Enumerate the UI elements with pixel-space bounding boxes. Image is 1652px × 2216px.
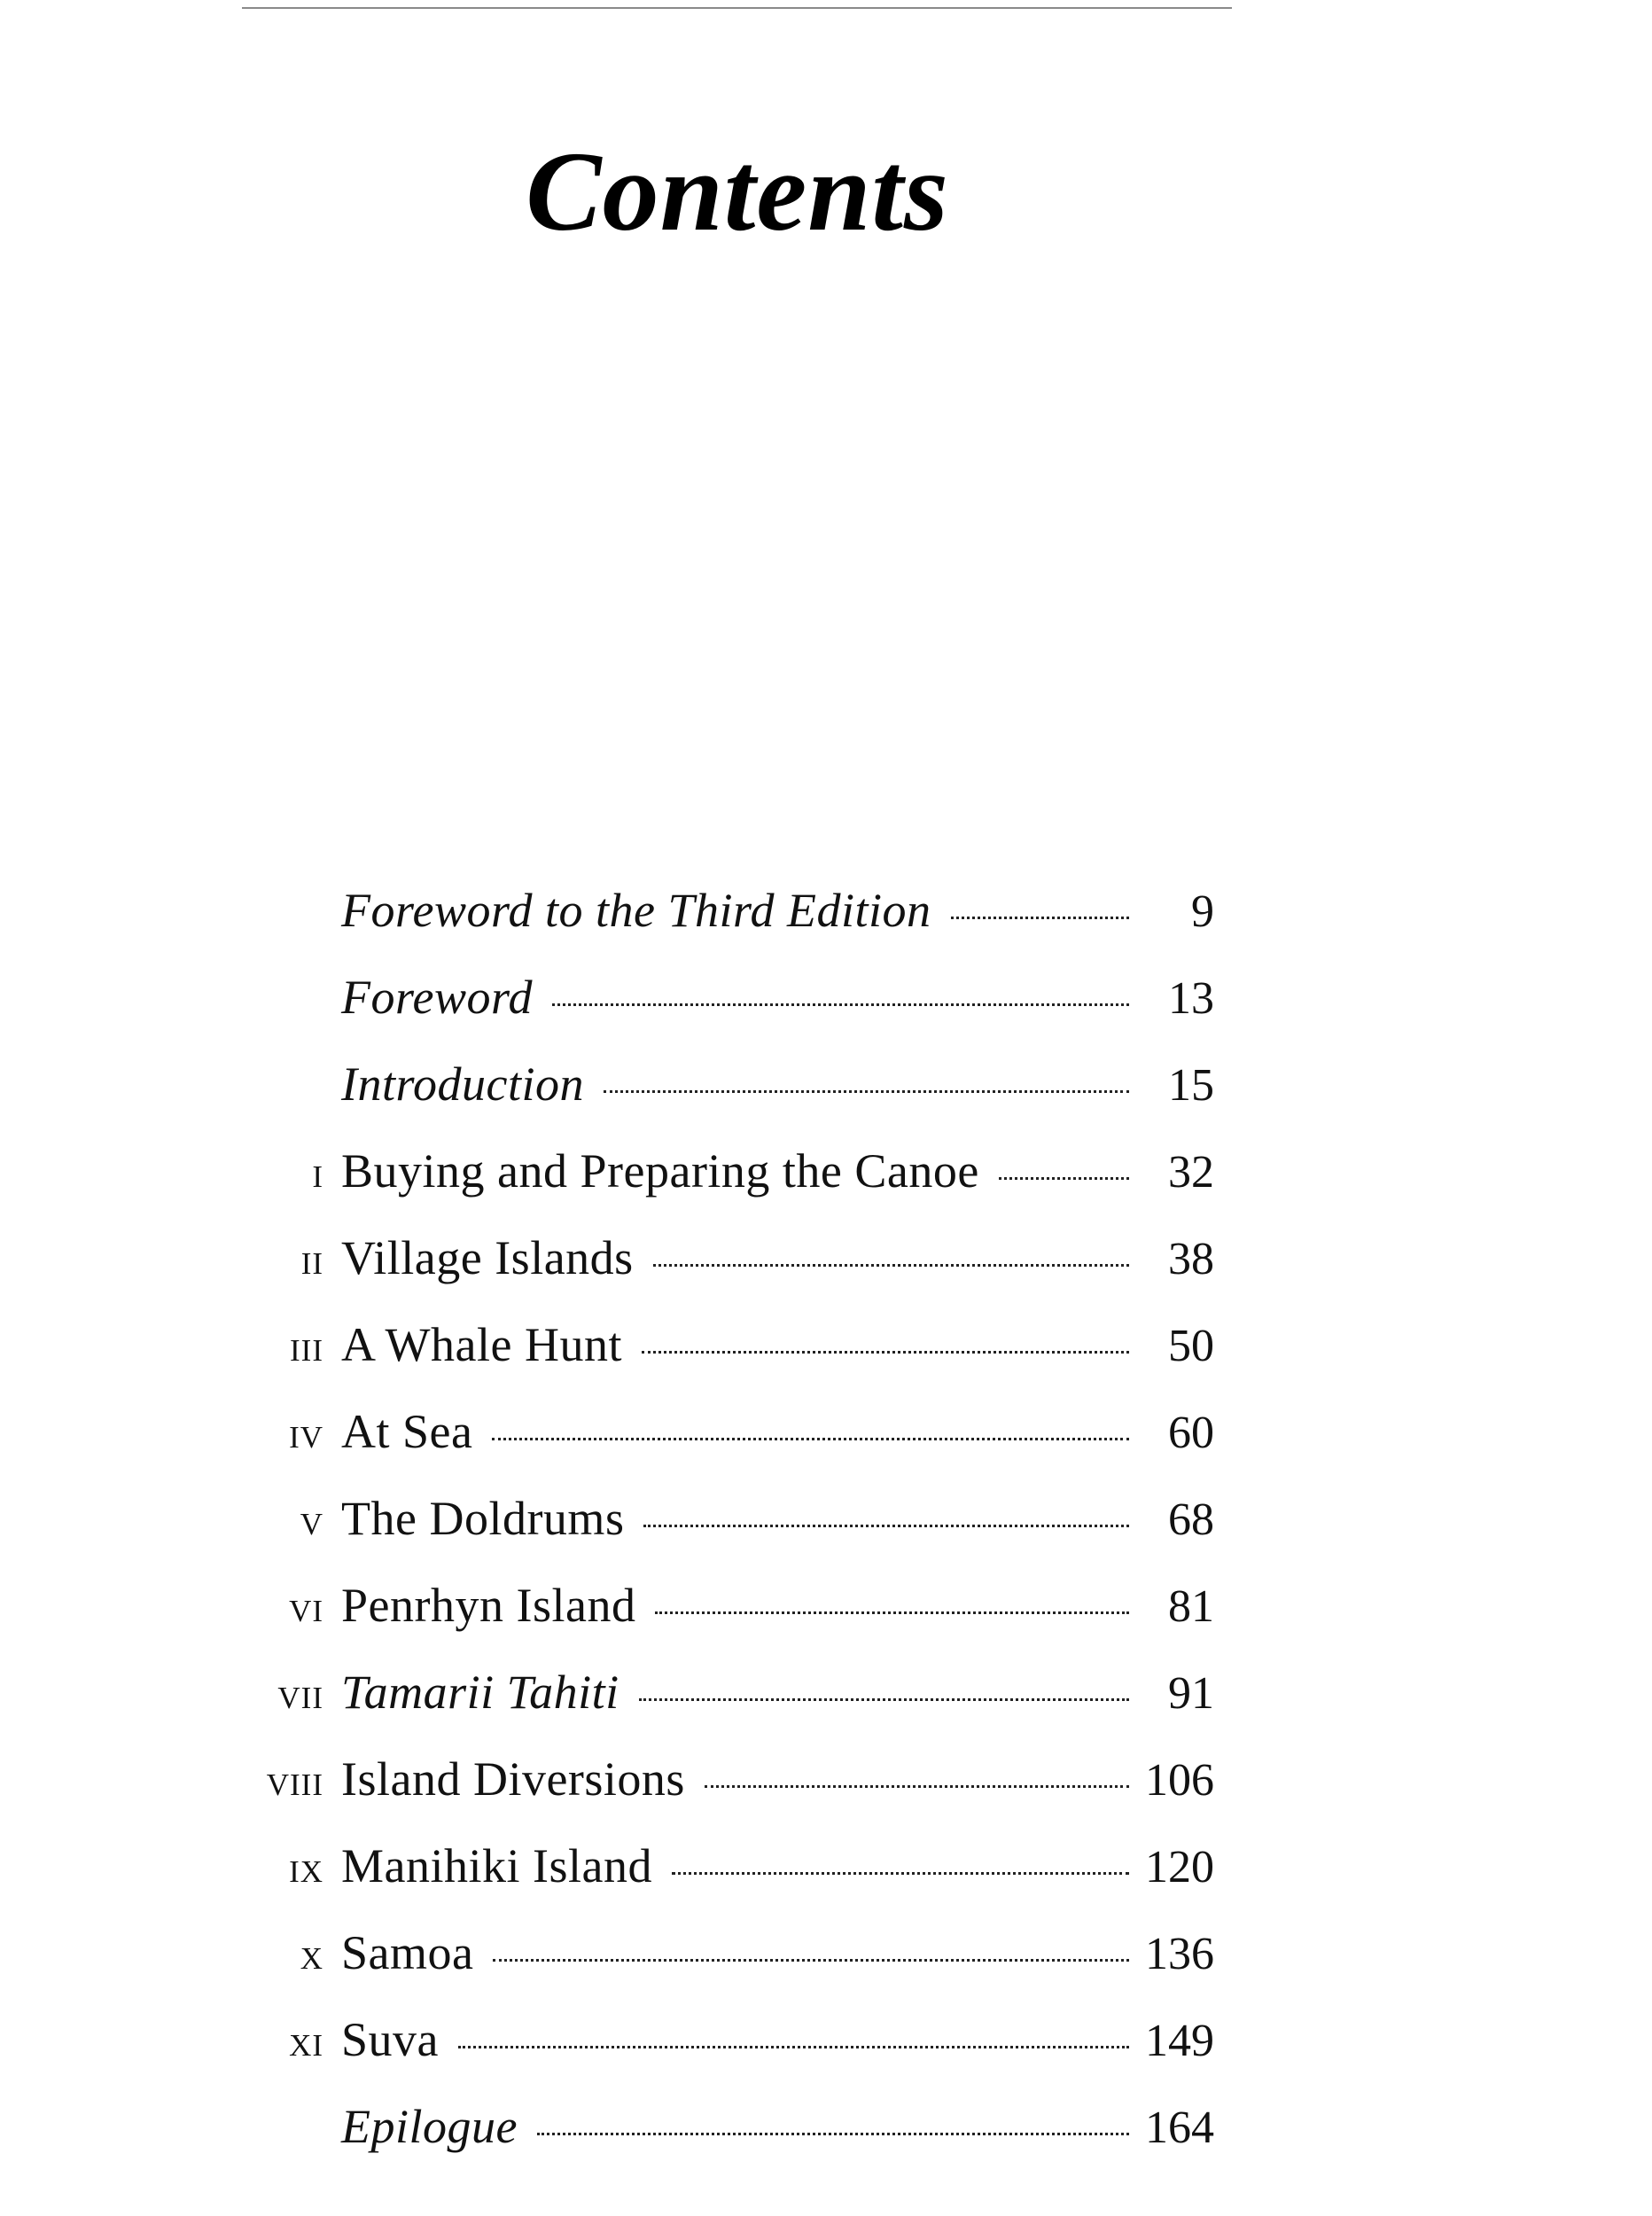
- dot-leader: [705, 1785, 1129, 1788]
- dot-leader: [951, 917, 1129, 919]
- chapter-number: vii: [277, 1668, 323, 1718]
- page-number: 164: [1145, 2103, 1214, 2153]
- page-number: 13: [1168, 973, 1214, 1024]
- chapter-title: Manihiki Island: [341, 1839, 652, 1892]
- dot-leader: [552, 1003, 1129, 1006]
- chapter-number: ix: [289, 1842, 323, 1892]
- page-number: 38: [1168, 1234, 1214, 1284]
- chapter-title: Penrhyn Island: [341, 1579, 636, 1632]
- page-title: Contents: [526, 128, 949, 254]
- toc-entry[interactable]: [257, 2083, 1214, 2170]
- page-number: 60: [1168, 1408, 1214, 1458]
- toc-entry[interactable]: [257, 867, 1214, 954]
- dot-leader: [643, 1525, 1129, 1527]
- chapter-number: x: [300, 1929, 323, 1978]
- toc-entry[interactable]: [257, 1736, 1214, 1822]
- chapter-number: iv: [289, 1408, 323, 1457]
- page-number: 120: [1145, 1842, 1214, 1892]
- toc-entry[interactable]: [257, 1475, 1214, 1562]
- dot-leader: [604, 1090, 1129, 1093]
- chapter-number: i: [312, 1147, 323, 1197]
- toc-entry[interactable]: [257, 1041, 1214, 1128]
- chapter-number: ii: [300, 1234, 323, 1284]
- chapter-number: viii: [266, 1755, 323, 1805]
- page-number: 50: [1168, 1321, 1214, 1371]
- chapter-number: v: [300, 1494, 323, 1544]
- chapter-title: Introduction: [341, 1057, 584, 1111]
- toc-entry[interactable]: [257, 1388, 1214, 1475]
- toc-entry[interactable]: [257, 1822, 1214, 1909]
- chapter-title: Island Diversions: [341, 1752, 685, 1806]
- chapter-title: Foreword to the Third Edition: [341, 884, 931, 937]
- table-of-contents: [257, 867, 1214, 2170]
- toc-entry[interactable]: [257, 954, 1214, 1041]
- dot-leader: [655, 1611, 1129, 1614]
- page-number: 149: [1145, 2016, 1214, 2066]
- toc-entry[interactable]: [257, 1562, 1214, 1649]
- chapter-title: Tamarii Tahiti: [341, 1666, 620, 1719]
- chapter-title: Buying and Preparing the Canoe: [341, 1144, 979, 1198]
- page-number: 9: [1191, 886, 1214, 937]
- top-rule: [242, 7, 1232, 9]
- chapter-title: At Sea: [341, 1405, 473, 1458]
- chapter-number: iii: [290, 1321, 323, 1370]
- dot-leader: [493, 1959, 1129, 1962]
- chapter-title: Samoa: [341, 1926, 474, 1979]
- page-number: 15: [1168, 1060, 1214, 1111]
- page-number: 106: [1145, 1755, 1214, 1806]
- chapter-title: Suva: [341, 2013, 439, 2066]
- toc-entry[interactable]: [257, 1996, 1214, 2083]
- page-number: 91: [1168, 1668, 1214, 1719]
- toc-entry[interactable]: [257, 1214, 1214, 1301]
- toc-entry[interactable]: [257, 1909, 1214, 1996]
- dot-leader: [672, 1872, 1129, 1875]
- dot-leader: [642, 1351, 1129, 1354]
- dot-leader: [639, 1698, 1129, 1701]
- chapter-title: The Doldrums: [341, 1492, 625, 1545]
- page-number: 81: [1168, 1581, 1214, 1632]
- page-number: 136: [1145, 1929, 1214, 1979]
- dot-leader: [458, 2046, 1129, 2048]
- dot-leader: [537, 2133, 1129, 2135]
- chapter-title: Village Islands: [341, 1231, 634, 1284]
- chapter-number: xi: [289, 2016, 323, 2065]
- toc-entry[interactable]: [257, 1128, 1214, 1214]
- toc-entry[interactable]: [257, 1301, 1214, 1388]
- chapter-title: Foreword: [341, 971, 533, 1024]
- dot-leader: [653, 1264, 1129, 1267]
- chapter-title: Epilogue: [341, 2100, 518, 2153]
- toc-entry[interactable]: [257, 1649, 1214, 1736]
- page-number: 68: [1168, 1494, 1214, 1545]
- page-number: 32: [1168, 1147, 1214, 1198]
- dot-leader: [999, 1177, 1129, 1180]
- chapter-title: A Whale Hunt: [341, 1318, 622, 1371]
- dot-leader: [492, 1438, 1129, 1440]
- chapter-number: vi: [289, 1581, 323, 1631]
